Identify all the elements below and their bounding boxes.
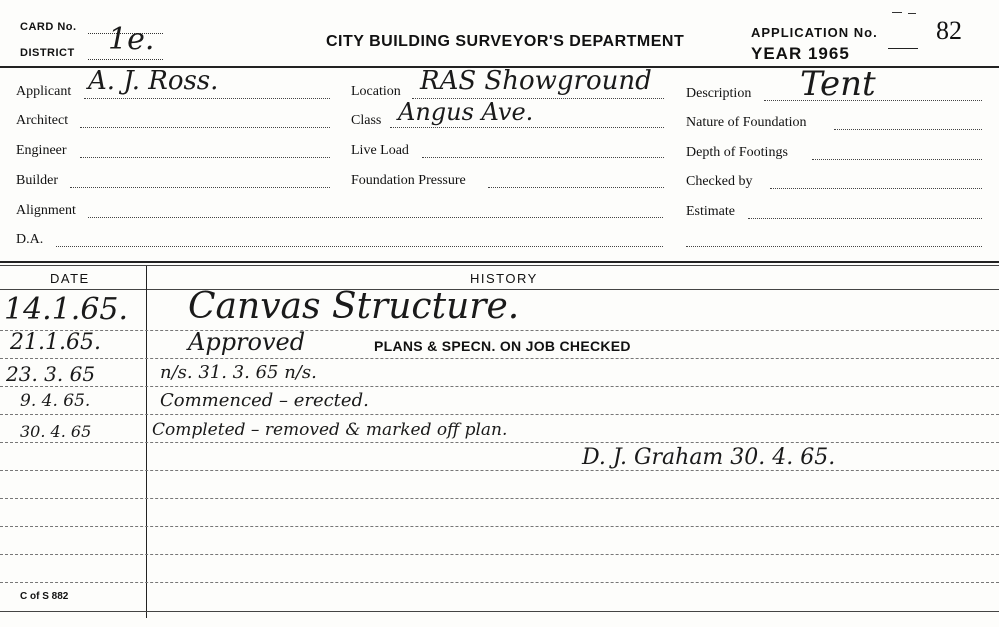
history-column-header: HISTORY [470,271,538,286]
history-date: 21.1.65. [10,330,101,355]
location-value: RAS Showground [420,66,652,96]
da-dots [56,246,663,247]
application-no-label: APPLICATION No. [751,25,878,40]
applicant-label: Applicant [16,84,72,99]
year-label: YEAR 1965 [751,44,850,63]
applicant-dots [84,98,330,99]
description-value: Tent [800,64,876,104]
district-label: DISTRICT [20,47,75,59]
history-text: n/s. 31. 3. 65 n/s. [160,362,317,383]
nature-of-foundation-dots [834,129,982,130]
applicant-value: A. J. Ross. [88,66,219,96]
row-rule [0,414,999,415]
depth-of-footings-dots [812,159,982,160]
history-top-rule-inner [0,265,999,266]
row-rule [0,498,999,499]
bottom-rule [0,611,999,612]
da-label: D.A. [16,232,44,247]
history-date: 9. 4. 65. [20,391,91,411]
architect-label: Architect [16,113,69,128]
architect-dots [80,127,330,128]
row-rule [0,358,999,359]
checked-by-dots [770,188,982,189]
alignment-dots [88,217,663,218]
dash-mark [892,12,902,13]
history-date: 14.1.65. [4,292,129,327]
row-rule [0,442,999,443]
location-label: Location [351,84,401,99]
history-date: 23. 3. 65 [6,362,96,386]
estimate-label: Estimate [686,204,735,219]
row-rule [0,330,999,331]
checked-by-label: Checked by [686,174,753,189]
date-column-header: DATE [50,271,90,286]
engineer-label: Engineer [16,143,67,158]
application-no-value: 82 [936,16,962,45]
row-rule [0,470,999,471]
history-text: Commenced – erected. [160,390,369,411]
history-text: Canvas Structure. [188,286,520,327]
history-date: 30. 4. 65 [20,422,92,441]
class-value: Angus Ave. [398,98,534,126]
builder-dots [70,187,330,188]
department-title: CITY BUILDING SURVEYOR'S DEPARTMENT [326,33,685,50]
history-text: Completed – removed & marked off plan. [152,420,508,440]
nature-of-foundation-label: Nature of Foundation [686,115,807,130]
builder-label: Builder [16,173,58,188]
foundation-pressure-dots [488,187,664,188]
row-rule [0,386,999,387]
district-dots [88,59,163,60]
live-load-label: Live Load [351,143,409,158]
application-no-underline [888,48,918,49]
row-rule [0,526,999,527]
history-text: Approved [188,328,306,356]
history-top-rule [0,261,999,263]
foundation-pressure-label: Foundation Pressure [351,173,466,188]
description-label: Description [686,86,752,101]
alignment-label: Alignment [16,203,76,218]
depth-of-footings-label: Depth of Footings [686,145,788,160]
dash-mark [908,13,916,14]
district-value: 1e. [108,22,155,57]
card-no-label: CARD No. [20,21,77,33]
extra-dots [686,246,982,247]
class-dots [390,127,664,128]
form-code: C of S 882 [20,591,69,602]
class-label: Class [351,113,382,128]
row-rule [0,554,999,555]
surveyor-signature: D. J. Graham 30. 4. 65. [582,445,836,470]
estimate-dots [748,218,982,219]
engineer-dots [80,157,330,158]
live-load-dots [422,157,664,158]
plans-checked-stamp: PLANS & SPECN. ON JOB CHECKED [374,338,631,354]
row-rule [0,582,999,583]
